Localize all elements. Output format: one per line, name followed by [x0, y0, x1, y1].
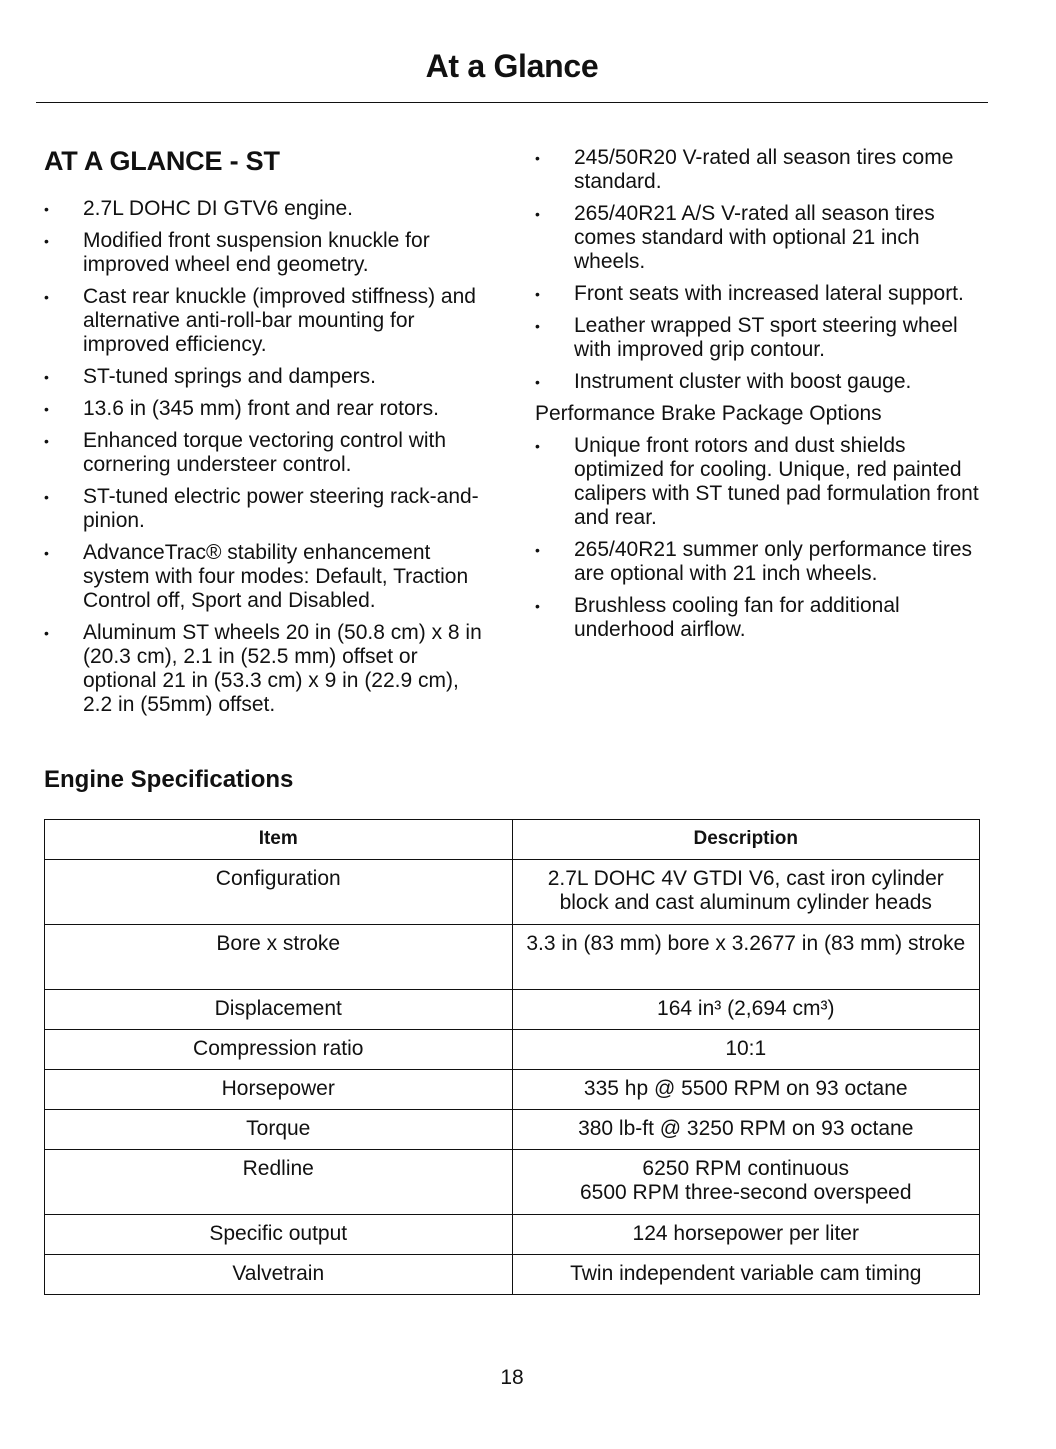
list-item	[44, 229, 490, 277]
column-header-description: Description	[512, 820, 980, 860]
list-item-text: ST-tuned springs and dampers.	[83, 365, 376, 388]
list-item	[535, 370, 981, 394]
list-item-text: Instrument cluster with boost gauge.	[574, 370, 912, 393]
list-item	[44, 285, 490, 357]
list-item	[535, 594, 981, 642]
table-cell-description: 124 horsepower per liter	[512, 1215, 980, 1255]
bullet-icon: •	[44, 401, 49, 417]
list-item	[535, 282, 981, 306]
table-cell-description: 2.7L DOHC 4V GTDI V6, cast iron cylinder block and cast aluminum cylinder heads	[512, 860, 980, 925]
bullet-icon: •	[535, 286, 540, 302]
bullet-icon: •	[535, 150, 540, 166]
table-cell-description: Twin independent variable cam timing	[512, 1255, 980, 1295]
list-item	[44, 541, 490, 613]
feature-list	[535, 146, 981, 394]
table-header-row	[45, 820, 980, 860]
page-title: At a Glance	[425, 48, 599, 84]
bullet-icon: •	[44, 433, 49, 449]
table-cell-item: Bore x stroke	[45, 925, 513, 990]
list-item	[44, 197, 490, 221]
column-header-item: Item	[45, 820, 513, 860]
package-subheading: Performance Brake Package Options	[535, 402, 882, 425]
table-cell-description	[512, 1150, 980, 1215]
table-cell-item: Valvetrain	[45, 1255, 513, 1295]
list-item-text: Brushless cooling fan for additional underhood airflow.	[574, 594, 900, 641]
table-cell-item: Compression ratio	[45, 1030, 513, 1070]
bullet-icon: •	[535, 542, 540, 558]
bullet-icon: •	[44, 545, 49, 561]
table-cell-item: Specific output	[45, 1215, 513, 1255]
table-cell-description: 3.3 in (83 mm) bore x 3.2677 in (83 mm) stroke	[512, 925, 980, 990]
table-cell-description: 380 lb-ft @ 3250 RPM on 93 octane	[512, 1110, 980, 1150]
page-number: 18	[500, 1366, 524, 1389]
bullet-icon: •	[535, 598, 540, 614]
engine-specs-table	[44, 819, 980, 1295]
section-title: AT A GLANCE - ST	[44, 146, 280, 176]
table-row	[45, 1150, 980, 1215]
table-cell-description: 335 hp @ 5500 RPM on 93 octane	[512, 1070, 980, 1110]
list-item-text: ST-tuned electric power steering rack-and-pinion.	[83, 485, 479, 532]
description-line: 6500 RPM three-second overspeed	[579, 1181, 912, 1204]
list-item-text: 13.6 in (345 mm) front and rear rotors.	[83, 397, 439, 420]
list-item-text: AdvanceTrac® stability enhancement system with four modes: Default, Traction Control off, Sport and Disabled.	[83, 541, 469, 612]
left-column	[44, 146, 490, 725]
list-item	[535, 146, 981, 194]
bullet-icon: •	[44, 369, 49, 385]
table-row	[45, 990, 980, 1030]
list-item-text: Enhanced torque vectoring control with cornering understeer control.	[83, 429, 447, 476]
list-item	[535, 202, 981, 274]
description-line: 6250 RPM continuous	[642, 1157, 850, 1180]
list-item	[44, 397, 490, 421]
list-item-text: Cast rear knuckle (improved stiffness) and alternative anti-roll-bar mounting for improved efficiency.	[83, 285, 476, 356]
list-item	[44, 485, 490, 533]
table-row	[45, 1110, 980, 1150]
list-item-text: 2.7L DOHC DI GTV6 engine.	[83, 197, 354, 220]
engine-specs-title: Engine Specifications	[44, 766, 294, 793]
table-row	[45, 1215, 980, 1255]
table-cell-item: Displacement	[45, 990, 513, 1030]
bullet-icon: •	[44, 233, 49, 249]
right-column	[535, 146, 981, 650]
feature-list	[44, 197, 490, 717]
table-cell-description: 164 in³ (2,694 cm³)	[512, 990, 980, 1030]
bullet-icon: •	[535, 438, 540, 454]
list-item	[44, 621, 490, 717]
bullet-icon: •	[44, 289, 49, 305]
list-item-text: 265/40R21 summer only performance tires are optional with 21 inch wheels.	[574, 538, 973, 585]
list-item-text: Aluminum ST wheels 20 in (50.8 cm) x 8 in (20.3 cm), 2.1 in (52.5 mm) offset or optional 21 in (53.3 cm) x 9 in (22.9 cm), 2.2 in (55mm) offset.	[83, 621, 482, 716]
table-row	[45, 925, 980, 990]
table-row	[45, 1255, 980, 1295]
table-cell-item: Torque	[45, 1110, 513, 1150]
bullet-icon: •	[44, 489, 49, 505]
bullet-icon: •	[535, 206, 540, 222]
header-divider	[36, 102, 988, 103]
bullet-icon: •	[535, 318, 540, 334]
list-item-text: Front seats with increased lateral support.	[574, 282, 964, 305]
table-row	[45, 860, 980, 925]
list-item-text: Leather wrapped ST sport steering wheel with improved grip contour.	[574, 314, 958, 361]
bullet-icon: •	[44, 201, 49, 217]
list-item	[535, 314, 981, 362]
list-item-text: 265/40R21 A/S V-rated all season tires comes standard with optional 21 inch wheels.	[574, 202, 935, 273]
list-item	[44, 429, 490, 477]
table-cell-item: Configuration	[45, 860, 513, 925]
table-cell-item: Redline	[45, 1150, 513, 1215]
package-list	[535, 434, 981, 642]
list-item	[535, 538, 981, 586]
list-item	[535, 434, 981, 530]
bullet-icon: •	[44, 625, 49, 641]
table-row	[45, 1030, 980, 1070]
table-cell-item: Horsepower	[45, 1070, 513, 1110]
table-cell-description: 10:1	[512, 1030, 980, 1070]
bullet-icon: •	[535, 374, 540, 390]
list-item	[44, 365, 490, 389]
table-row	[45, 1070, 980, 1110]
list-item-text: 245/50R20 V-rated all season tires come standard.	[574, 146, 954, 193]
list-item-text: Modified front suspension knuckle for improved wheel end geometry.	[83, 229, 430, 276]
list-item-text: Unique front rotors and dust shields optimized for cooling. Unique, red painted calipers with ST tuned pad formulation front and rear.	[574, 434, 979, 529]
